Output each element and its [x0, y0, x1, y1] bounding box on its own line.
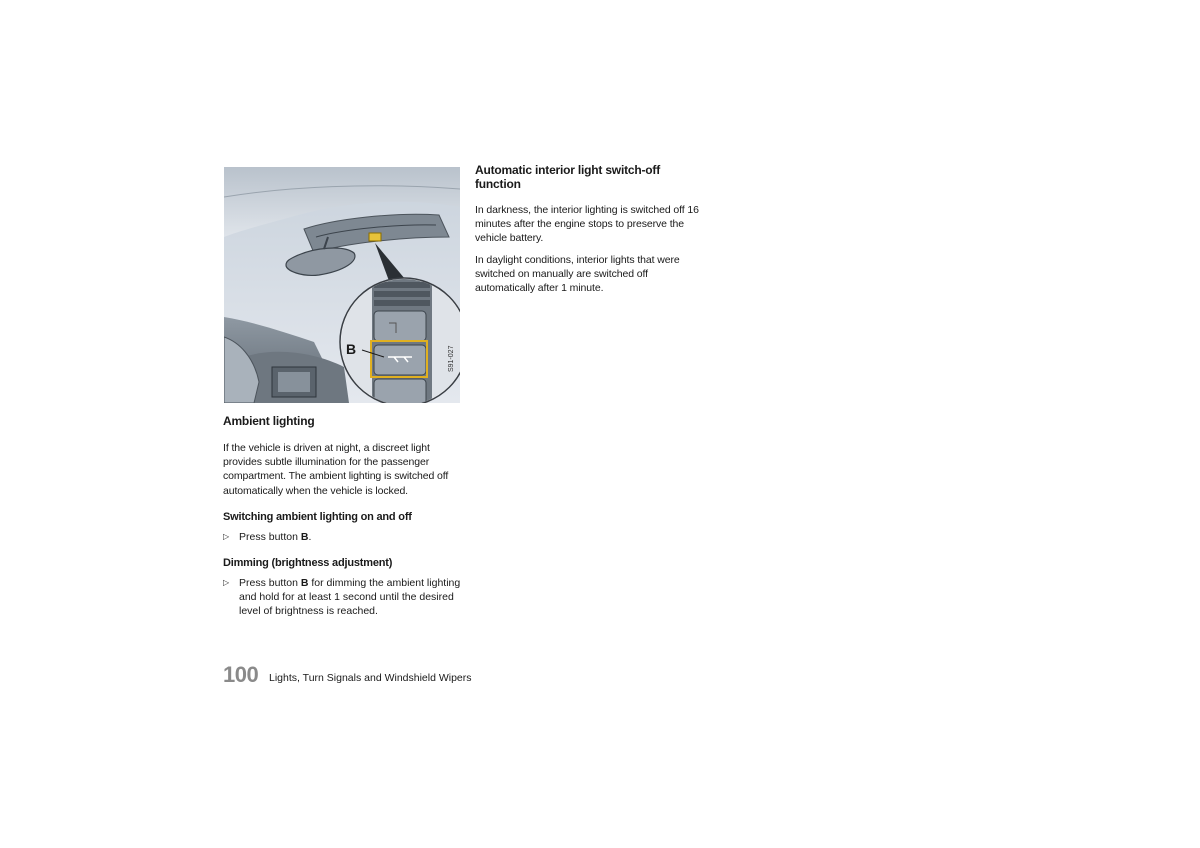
- auto-off-para-1: In darkness, the interior lighting is switched off 16 minutes after the engine stops to preserve the vehicle battery.: [475, 204, 699, 245]
- ambient-heading: Ambient lighting: [223, 414, 315, 428]
- switch-step: [223, 530, 463, 544]
- dim-step: [223, 576, 463, 619]
- switch-step-prefix: Press button: [239, 530, 301, 543]
- callout-label-b: B: [346, 341, 357, 357]
- left-column: [223, 414, 463, 619]
- switch-step-text: [239, 530, 311, 544]
- auto-off-heading: Automatic interior light switch-off function: [475, 163, 660, 191]
- chapter-title: Lights, Turn Signals and Windshield Wipers: [269, 672, 472, 684]
- page-number: 100: [223, 662, 259, 687]
- dim-step-suffix: for dimming the ambient lighting and hold for at least 1 second until the desired level of brightness is reached.: [239, 577, 461, 618]
- dim-step-button-ref: B: [300, 577, 309, 590]
- dim-step-prefix: Press button: [239, 577, 301, 590]
- ambient-intro: If the vehicle is driven at night, a discreet light provides subtle illumination for the passenger compartment. The ambient lighting is switched off automatically when the vehicle is locked.: [223, 442, 449, 497]
- switch-step-button-ref: B: [300, 530, 309, 543]
- page-footer: [223, 660, 523, 690]
- figure-code: S91-027: [448, 345, 455, 372]
- dim-step-text: [239, 576, 463, 619]
- bullet-triangle-icon: ▷: [223, 531, 230, 541]
- roof-console-illustration: [224, 167, 460, 403]
- right-column: [475, 163, 715, 295]
- switch-heading: Switching ambient lighting on and off: [223, 510, 412, 523]
- switch-step-suffix: .: [308, 530, 312, 543]
- auto-off-para-2: In daylight conditions, interior lights that were switched on manually are switched off automatically after 1 minute.: [475, 253, 680, 295]
- bullet-triangle-icon: ▷: [223, 578, 230, 588]
- dim-heading: Dimming (brightness adjustment): [223, 557, 393, 570]
- roof-console-drawing: [224, 167, 460, 403]
